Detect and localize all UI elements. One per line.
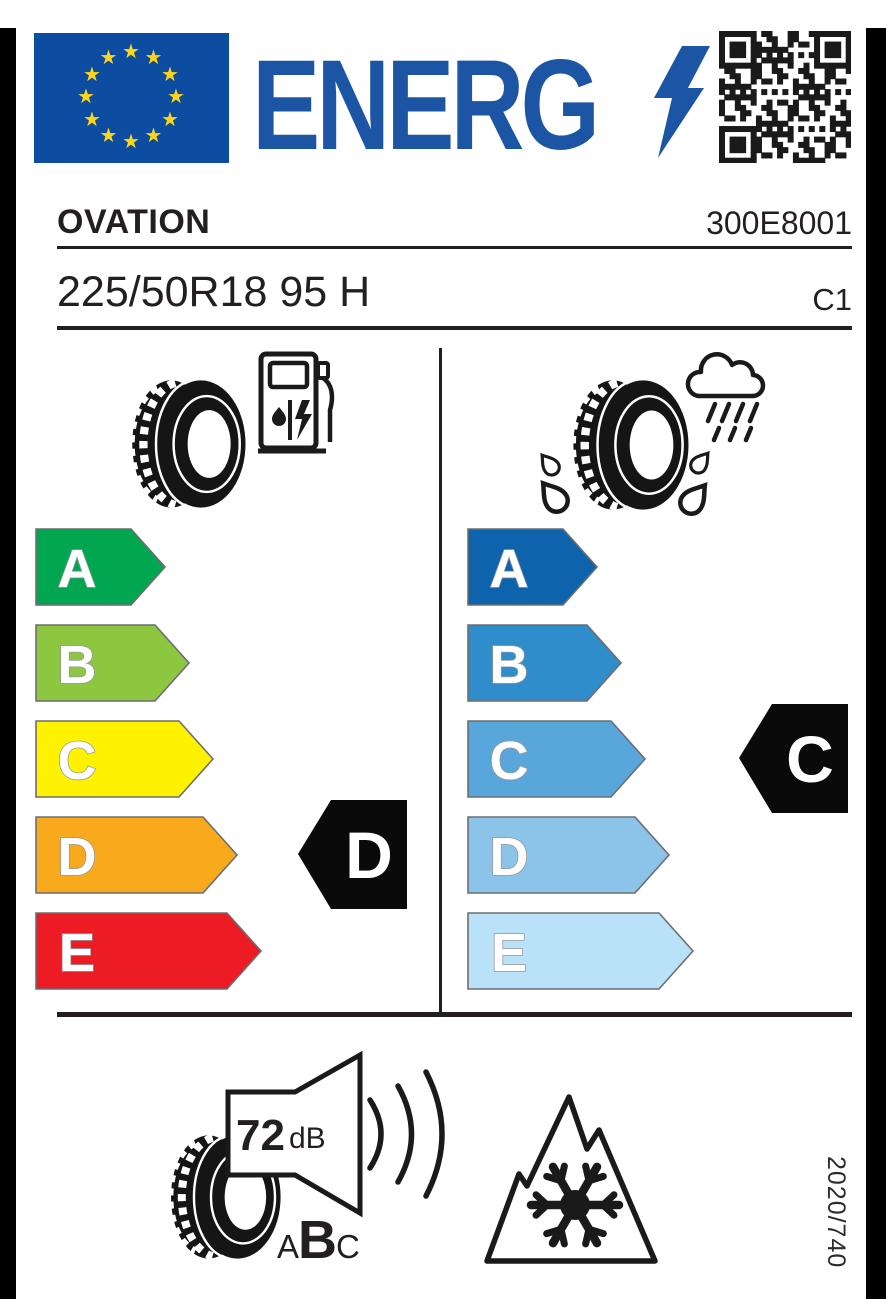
tire-fuel-pump-icon [118,348,338,522]
eu-star-icon: ★ [77,86,95,108]
eu-star-icon: ★ [122,41,140,63]
tire-class-group: C1 [812,282,852,317]
fuel-rating-indicator [297,799,409,911]
noise-class-C: C [336,1228,360,1265]
noise-class-B-selected: B [298,1210,337,1270]
column-divider [439,348,442,1012]
class-letter: D [57,827,97,887]
divider-bottom-section [57,1012,852,1017]
lightning-bolt-icon [652,46,712,160]
wet-class-arrow-B [467,624,623,704]
eu-star-icon: ★ [122,131,140,153]
class-letter: B [57,635,97,695]
wet-class-arrow-A [467,528,599,608]
snowflake-mountain-icon [483,1085,673,1267]
wet-class-arrow-C [467,720,647,800]
fuel-class-arrow-B [35,624,191,704]
regulation-number: 2020/740 [822,1156,850,1269]
energy-wordmark-text: ENERG [252,34,597,177]
divider-size [57,326,852,330]
frame-right [866,28,886,1299]
wet-class-arrow-E [467,912,695,992]
eu-flag-icon [34,33,229,163]
noise-class-A: A [277,1228,300,1265]
eu-star-icon: ★ [144,124,163,147]
eu-star-icon: ★ [144,47,163,70]
tire-noise-speaker-icon [155,1050,485,1275]
noise-unit: dB [289,1122,326,1155]
noise-value: 72 [236,1111,285,1160]
class-letter: B [489,635,529,695]
class-letter: C [57,731,97,791]
fuel-class-arrow-C [35,720,215,800]
eu-star-icon: ★ [99,47,118,70]
noise-class-letters [277,1210,360,1270]
eu-star-icon: ★ [83,108,101,131]
tire-dimension: 225/50R18 95 H [57,268,371,316]
eu-star-icon: ★ [161,63,179,86]
class-letter: E [58,923,96,983]
article-number: 300E8001 [706,205,852,241]
class-letter: E [490,923,528,983]
rating-letter: D [345,818,393,892]
fuel-class-arrow-A [35,528,167,608]
tire-wet-grip-icon [533,346,791,522]
sound-waves-icon [370,1072,442,1196]
brand-name: OVATION [57,203,211,241]
divider-top [57,246,852,249]
rating-letter: C [786,722,834,796]
fuel-class-arrow-D [35,816,239,896]
eu-star-icon: ★ [161,108,179,131]
eu-star-icon: ★ [99,124,118,147]
class-letter: D [489,827,529,887]
wet-rating-indicator [738,703,850,815]
eu-star-icon: ★ [167,86,185,108]
qr-code-icon [719,31,851,163]
class-letter: A [57,539,97,599]
wet-class-arrow-D [467,816,671,896]
eu-star-icon: ★ [83,63,101,86]
class-letter: C [489,731,529,791]
frame-left [0,28,16,1299]
energy-wordmark [252,34,682,177]
class-letter: A [489,539,529,599]
fuel-class-arrow-E [35,912,263,992]
